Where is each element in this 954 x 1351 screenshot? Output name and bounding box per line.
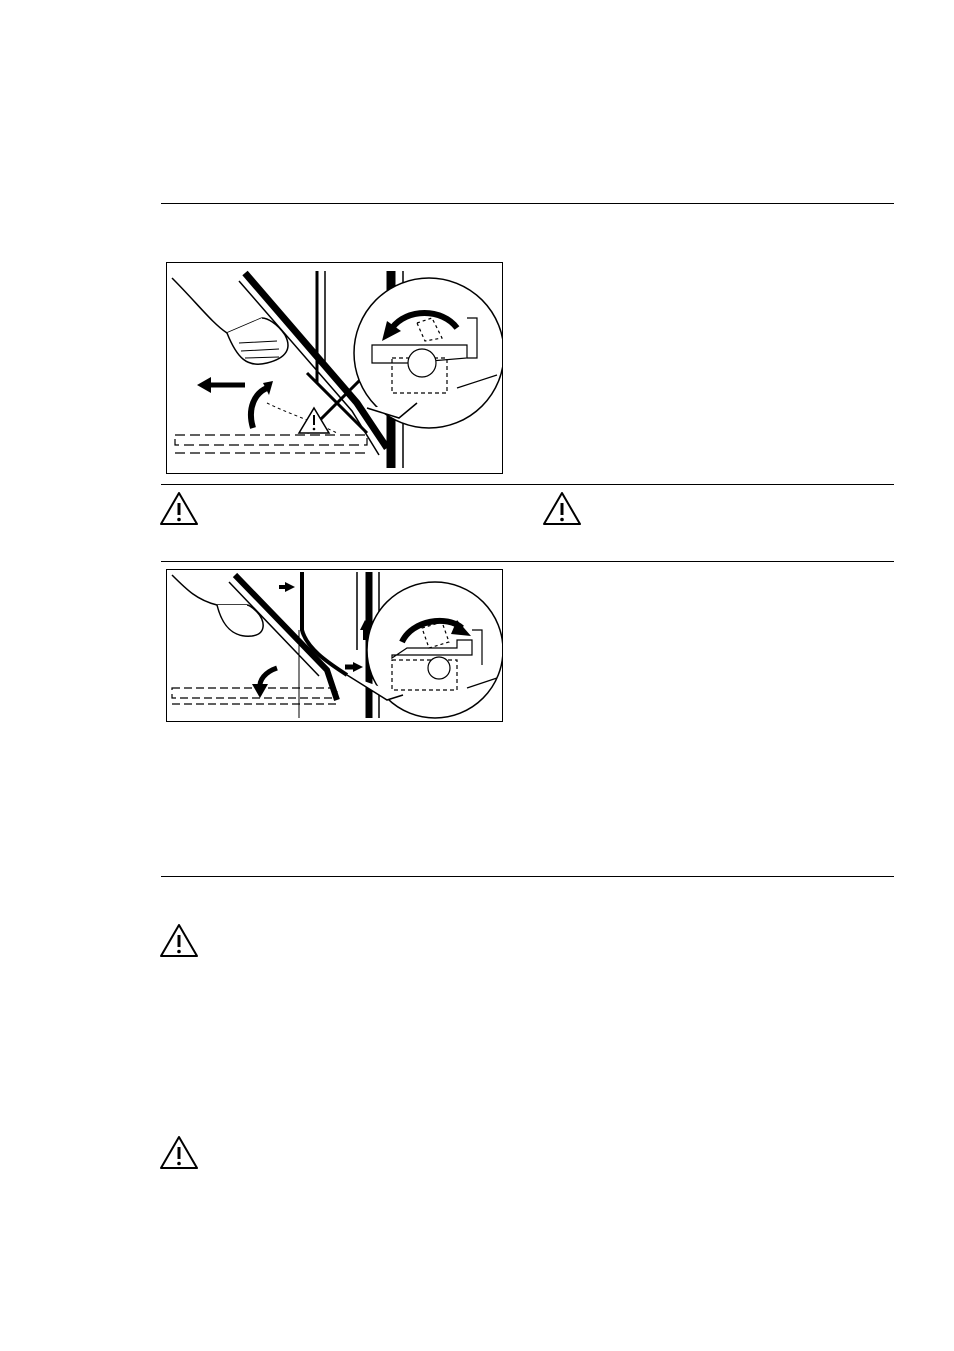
warning-triangle-icon <box>159 923 199 959</box>
warning-triangle-icon <box>159 1135 199 1171</box>
section-divider-figure-2 <box>161 561 894 562</box>
section-divider-bottom <box>161 876 894 877</box>
warning-triangle-icon <box>159 491 199 527</box>
door-hinge-illustration-2 <box>167 570 502 721</box>
figure-door-hinge-incorrect <box>166 262 503 474</box>
figure-door-hinge-correct <box>166 569 503 722</box>
door-hinge-illustration-1 <box>167 263 502 473</box>
section-divider-top <box>161 203 894 204</box>
warning-triangle-icon <box>542 491 582 527</box>
section-divider-figure-1 <box>161 484 894 485</box>
